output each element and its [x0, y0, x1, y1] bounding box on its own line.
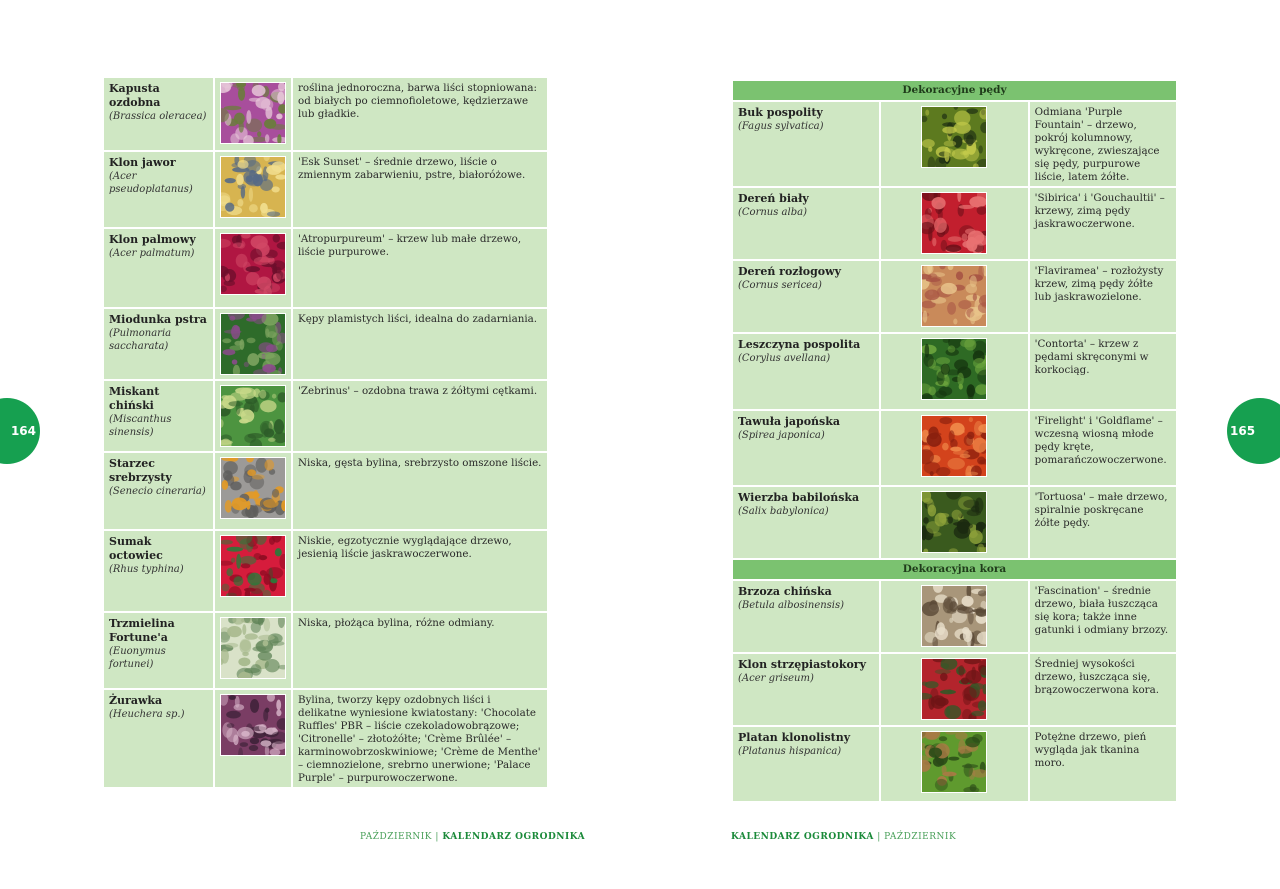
table-row: [732, 101, 1177, 187]
plant-description: 'Flaviramea' – rozłożysty krzew, zimą pędy żółte lub jaskrawozielone.: [1034, 265, 1164, 303]
plant-name: Tawuła japońska: [738, 415, 840, 428]
section-title: Dekoracyjne pędy: [732, 80, 1177, 101]
plant-name-cell: [103, 77, 214, 151]
plant-description-cell: [1029, 653, 1177, 726]
plant-name: Dereń rozłogowy: [738, 265, 841, 278]
plant-name-cell: [103, 380, 214, 452]
table-row: [103, 151, 548, 228]
plant-name-cell: [103, 612, 214, 689]
plant-photo-cell: [880, 260, 1028, 333]
plant-latin-name: (Acer pseudoplatanus): [109, 171, 193, 195]
plant-photo-cell: [214, 612, 292, 689]
plant-description-cell: [292, 77, 548, 151]
plant-description-cell: [1029, 726, 1177, 802]
plant-name: Dereń biały: [738, 192, 809, 205]
plant-name-cell: [732, 726, 880, 802]
table-row: [103, 452, 548, 530]
table-row: [103, 308, 548, 380]
plant-name: Buk pospolity: [738, 106, 823, 119]
table-row: [732, 187, 1177, 260]
plant-description: 'Esk Sunset' – średnie drzewo, liście o zmiennym zabarwieniu, pstre, białoróżowe.: [298, 156, 526, 181]
plant-name: Platan klonolistny: [738, 731, 851, 744]
plant-description: 'Tortuosa' – małe drzewo, spiralnie poskręcane żółte pędy.: [1034, 491, 1168, 529]
plant-description: 'Atropurpureum' – krzew lub małe drzewo, liście purpurowe.: [298, 233, 522, 258]
plant-photo: [921, 658, 987, 720]
left-plant-table: [102, 76, 549, 789]
plant-photo: [921, 265, 987, 327]
section-header-row: [732, 559, 1177, 580]
plant-latin-name: (Brassica oleracea): [109, 111, 207, 122]
plant-latin-name: (Senecio cineraria): [109, 486, 206, 497]
plant-description-cell: [292, 151, 548, 228]
plant-name: Leszczyna pospolita: [738, 338, 861, 351]
page-number-tab-left: [0, 398, 40, 464]
plant-description-cell: [1029, 580, 1177, 653]
footer-month: PAŹDZIERNIK: [884, 832, 957, 842]
plant-description: 'Firelight' i 'Goldflame' – wczesną wiosną młode pędy kręte, pomarańczowoczerwone.: [1034, 415, 1167, 466]
plant-name: Klon jawor: [109, 156, 176, 169]
plant-name: Wierzba babilońska: [738, 491, 860, 504]
plant-photo-cell: [880, 726, 1028, 802]
plant-name-cell: [732, 101, 880, 187]
plant-name-cell: [103, 452, 214, 530]
plant-name-cell: [103, 530, 214, 612]
plant-photo: [921, 192, 987, 254]
table-row: [732, 726, 1177, 802]
plant-description: Niskie, egzotycznie wyglądające drzewo, jesienią liście jaskrawoczerwone.: [298, 535, 512, 560]
plant-latin-name: (Spirea japonica): [738, 430, 825, 441]
plant-name: Klon strzępiastokory: [738, 658, 866, 671]
plant-description: 'Fascination' – średnie drzewo, biała łuszcząca się kora; także inne gatunki i odmiany brzozy.: [1034, 585, 1169, 636]
footer-title: KALENDARZ OGRODNIKA: [731, 832, 874, 842]
plant-photo-cell: [880, 653, 1028, 726]
plant-photo: [921, 731, 987, 793]
plant-name-cell: [732, 410, 880, 486]
plant-photo: [220, 457, 286, 519]
table-row: [732, 653, 1177, 726]
plant-description: Odmiana 'Purple Fountain' – drzewo, pokrój kolumnowy, wykręcone, zwieszające się pędy, purpurowe liście, latem żółte.: [1034, 106, 1160, 183]
plant-latin-name: (Pulmonaria saccharata): [109, 328, 172, 352]
plant-latin-name: (Miscanthus sinensis): [109, 414, 172, 438]
plant-photo-cell: [880, 580, 1028, 653]
table-row: [732, 580, 1177, 653]
table-row: [732, 410, 1177, 486]
plant-description-cell: [1029, 260, 1177, 333]
plant-description: Średniej wysokości drzewo, łuszcząca się, brązowoczerwona kora.: [1034, 658, 1159, 696]
plant-photo-cell: [214, 452, 292, 530]
plant-description: Kępy plamistych liści, idealna do zadarniania.: [298, 313, 538, 325]
plant-photo-cell: [214, 151, 292, 228]
table-row: [103, 228, 548, 308]
plant-latin-name: (Acer palmatum): [109, 248, 195, 259]
plant-description-cell: [1029, 410, 1177, 486]
plant-description: 'Sibirica' i 'Gouchaultii' – krzewy, zimą pędy jaskrawoczerwone.: [1034, 192, 1165, 230]
table-row: [103, 689, 548, 788]
plant-description-cell: [292, 228, 548, 308]
plant-description: Niska, gęsta bylina, srebrzysto omszone liście.: [298, 457, 542, 469]
plant-description-cell: [1029, 187, 1177, 260]
plant-photo-cell: [880, 486, 1028, 559]
plant-latin-name: (Salix babylonica): [738, 506, 829, 517]
plant-description: 'Zebrinus' – ozdobna trawa z żółtymi cętkami.: [298, 385, 538, 397]
table-row: [103, 530, 548, 612]
plant-description-cell: [292, 308, 548, 380]
plant-name: Brzoza chińska: [738, 585, 832, 598]
plant-photo: [220, 385, 286, 447]
plant-description: roślina jednoroczna, barwa liści stopniowana: od białych po ciemnofioletowe, kędzierzawe lub gładkie.: [298, 82, 537, 120]
plant-description: Potężne drzewo, pień wygląda jak tkanina moro.: [1034, 731, 1147, 769]
plant-name: Trzmielina Fortune'a: [109, 617, 175, 644]
plant-photo: [220, 535, 286, 597]
plant-photo: [220, 233, 286, 295]
plant-name-cell: [732, 260, 880, 333]
plant-name-cell: [103, 151, 214, 228]
plant-name-cell: [732, 333, 880, 410]
plant-photo: [921, 338, 987, 400]
plant-description: 'Contorta' – krzew z pędami skręconymi w korkociąg.: [1034, 338, 1149, 376]
plant-description: Bylina, tworzy kępy ozdobnych liści i delikatne wyniesione kwiatostany: 'Chocolate Ruffles' PBR – liście czekoladowobrązowe; 'Citronelle' – złotożółte; 'Crème Brûlée' – karminowobrzoskwiniowe; 'Crème de Menthe' – ciemnozielone, srebrno unerwione; 'Palace Purple' – purpurowoczerwone.: [298, 694, 541, 784]
plant-photo-cell: [214, 380, 292, 452]
page-number-left: 164: [10, 424, 36, 438]
plant-photo-cell: [214, 228, 292, 308]
table-row: [732, 486, 1177, 559]
plant-latin-name: (Corylus avellana): [738, 353, 831, 364]
plant-photo-cell: [880, 333, 1028, 410]
plant-photo: [921, 106, 987, 168]
plant-description-cell: [292, 452, 548, 530]
plant-latin-name: (Rhus typhina): [109, 564, 184, 575]
section-title: Dekoracyjna kora: [732, 559, 1177, 580]
plant-photo: [921, 415, 987, 477]
plant-photo-cell: [880, 410, 1028, 486]
section-header-row: [732, 80, 1177, 101]
plant-name: Miodunka pstra: [109, 313, 207, 326]
plant-name: Żurawka: [109, 694, 163, 707]
plant-photo: [921, 585, 987, 647]
plant-latin-name: (Betula albosinensis): [738, 600, 845, 611]
footer-month: PAŹDZIERNIK: [360, 832, 433, 842]
plant-latin-name: (Fagus sylvatica): [738, 121, 824, 132]
plant-description-cell: [292, 612, 548, 689]
plant-name-cell: [732, 653, 880, 726]
page-number-right: 165: [1230, 424, 1256, 438]
plant-photo-cell: [880, 101, 1028, 187]
table-row: [103, 77, 548, 151]
plant-name-cell: [732, 486, 880, 559]
footer-separator: |: [435, 832, 439, 842]
plant-name: Starzec srebrzysty: [109, 457, 172, 484]
plant-name: Klon palmowy: [109, 233, 196, 246]
plant-latin-name: (Platanus hispanica): [738, 746, 842, 757]
table-row: [103, 380, 548, 452]
table-row: [103, 612, 548, 689]
plant-latin-name: (Heuchera sp.): [109, 709, 185, 720]
plant-photo: [220, 156, 286, 218]
plant-photo: [220, 313, 286, 375]
plant-description-cell: [292, 380, 548, 452]
plant-name: Miskant chiński: [109, 385, 160, 412]
table-row: [732, 333, 1177, 410]
plant-name-cell: [732, 187, 880, 260]
plant-description-cell: [1029, 486, 1177, 559]
plant-description-cell: [292, 530, 548, 612]
plant-name: Sumak octowiec: [109, 535, 163, 562]
plant-photo-cell: [214, 77, 292, 151]
plant-photo-cell: [880, 187, 1028, 260]
footer-right: [731, 832, 956, 842]
table-row: [732, 260, 1177, 333]
plant-name-cell: [103, 308, 214, 380]
plant-latin-name: (Cornus sericea): [738, 280, 822, 291]
footer-title: KALENDARZ OGRODNIKA: [442, 832, 586, 842]
plant-photo-cell: [214, 308, 292, 380]
right-plant-table: [731, 79, 1178, 803]
plant-name-cell: [732, 580, 880, 653]
footer-separator: |: [877, 832, 881, 842]
plant-name-cell: [103, 689, 214, 788]
page-number-tab-right: [1227, 398, 1280, 464]
plant-latin-name: (Acer griseum): [738, 673, 814, 684]
plant-photo-cell: [214, 530, 292, 612]
plant-name: Kapusta ozdobna: [109, 82, 161, 109]
plant-name-cell: [103, 228, 214, 308]
footer-left: [360, 832, 585, 842]
plant-photo: [220, 82, 286, 144]
plant-photo: [921, 491, 987, 553]
plant-description-cell: [292, 689, 548, 788]
plant-photo: [220, 694, 286, 756]
plant-description-cell: [1029, 333, 1177, 410]
plant-description-cell: [1029, 101, 1177, 187]
plant-description: Niska, płożąca bylina, różne odmiany.: [298, 617, 495, 629]
plant-photo-cell: [214, 689, 292, 788]
plant-latin-name: (Euonymus fortunei): [109, 646, 166, 670]
plant-latin-name: (Cornus alba): [738, 207, 807, 218]
plant-photo: [220, 617, 286, 679]
